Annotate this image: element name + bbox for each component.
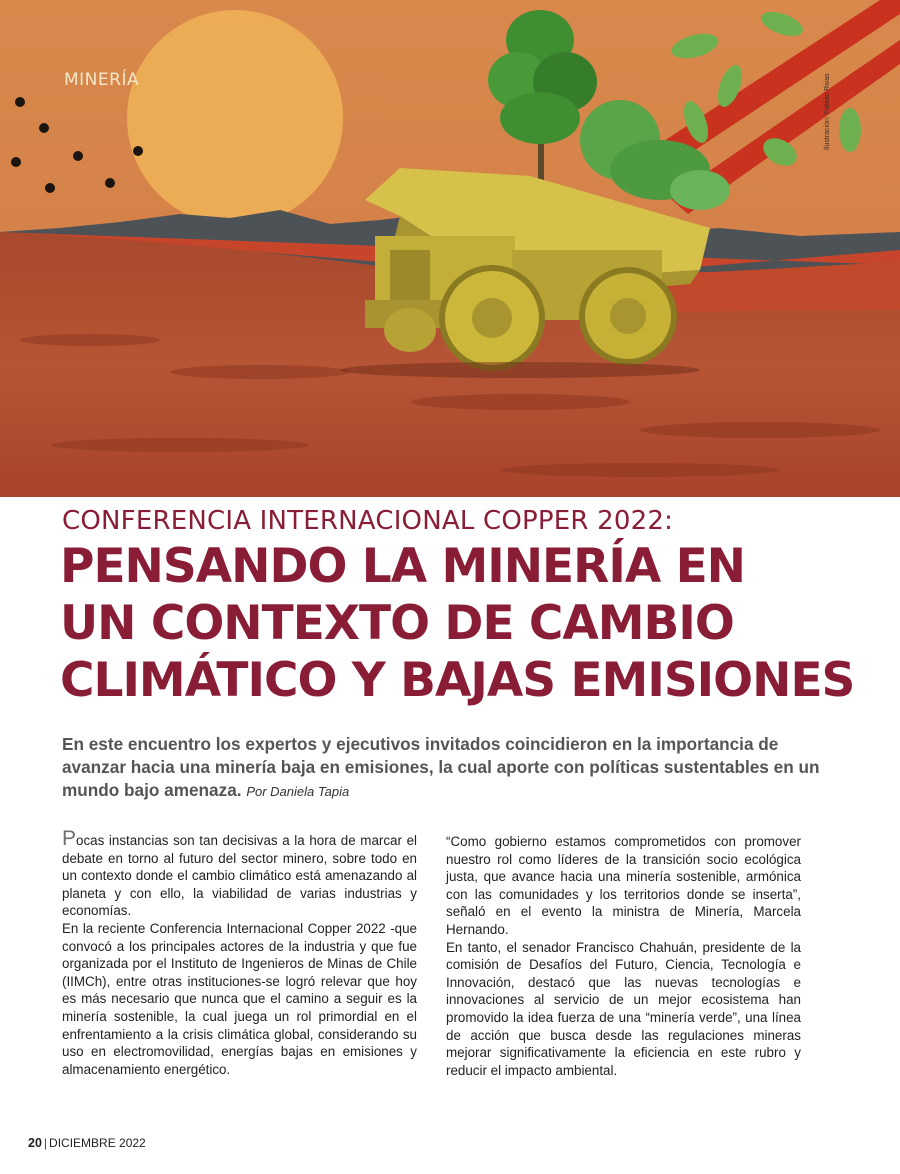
illustration-credit: Ilustración: Fabián Rivas (824, 73, 831, 150)
article-headline (60, 538, 860, 709)
body-paragraph: En la reciente Conferencia Internacional Copper 2022 -que convocó a los principales actores de la industria y que fue organizada por el Instituto de Ingenieros de Minas de Chile (IIMCh), entre otras instituciones-se logró relevar que hoy es más necesario que nunca que el camino a seguir es la minería sostenible, la cual juega un rol primordial en el enfrentamiento a la crisis climática global, considerando su uso en electromovilidad, energías bajas en emisiones y almacenamiento energético. (62, 920, 417, 1077)
drop-cap: P (62, 827, 77, 850)
footer-separator: | (43, 1136, 48, 1150)
paragraph-text: ocas instancias son tan decisivas a la hora de marcar el debate en torno al futuro del sector minero, sobre todo en un contexto donde el cambio climático está amenazando al planeta y con ello, la viabilidad de varias industrias y economías. (62, 833, 417, 919)
body-paragraph: “Como gobierno estamos comprometidos con promover nuestro rol como líderes de la transición socio ecológica justa, que avance hacia una minería sostenible, armónica con las comunidades y los territorios donde se inserta”, señaló en el evento la ministra de Minería, Marcela Hernando. (446, 834, 801, 937)
page-footer (28, 1136, 146, 1150)
section-label: MINERÍA (64, 70, 140, 90)
headline-line: PENSANDO LA MINERÍA EN (60, 539, 746, 594)
body-paragraph: En tanto, el senador Francisco Chahuán, presidente de la comisión de Desafíos del Futuro, Ciencia, Tecnología e Innovación, destacó que las nuevas tecnologías e innovaciones al servicio de un mejor ecosistema han promovido la idea fuerza de una “minería verde”, una línea de acción que busca desde las regulaciones mineras mejorar significativamente la eficiencia en este rubro y reducir el impacto ambiental. (446, 939, 801, 1078)
issue-date: DICIEMBRE 2022 (49, 1136, 146, 1150)
headline-line: UN CONTEXTO DE CAMBIO (60, 596, 734, 651)
byline: Por Daniela Tapia (246, 784, 350, 799)
illustration-credit-box (824, 68, 836, 158)
body-column-left (62, 827, 417, 1078)
headline-line: CLIMÁTICO Y BAJAS EMISIONES (60, 653, 855, 708)
page-number: 20 (28, 1136, 42, 1150)
lede-text: En este encuentro los expertos y ejecutivos invitados coincidieron en la importancia de avanzar hacia una minería baja en emisiones, la cual aporte con políticas sustentables en un mundo bajo amenaza. (62, 734, 820, 800)
article-lede (62, 733, 842, 803)
hero-illustration (0, 0, 900, 497)
body-column-right (446, 833, 801, 1079)
article-kicker: CONFERENCIA INTERNACIONAL COPPER 2022: (62, 506, 674, 536)
body-paragraph (62, 827, 417, 920)
sun-shape (127, 10, 343, 226)
